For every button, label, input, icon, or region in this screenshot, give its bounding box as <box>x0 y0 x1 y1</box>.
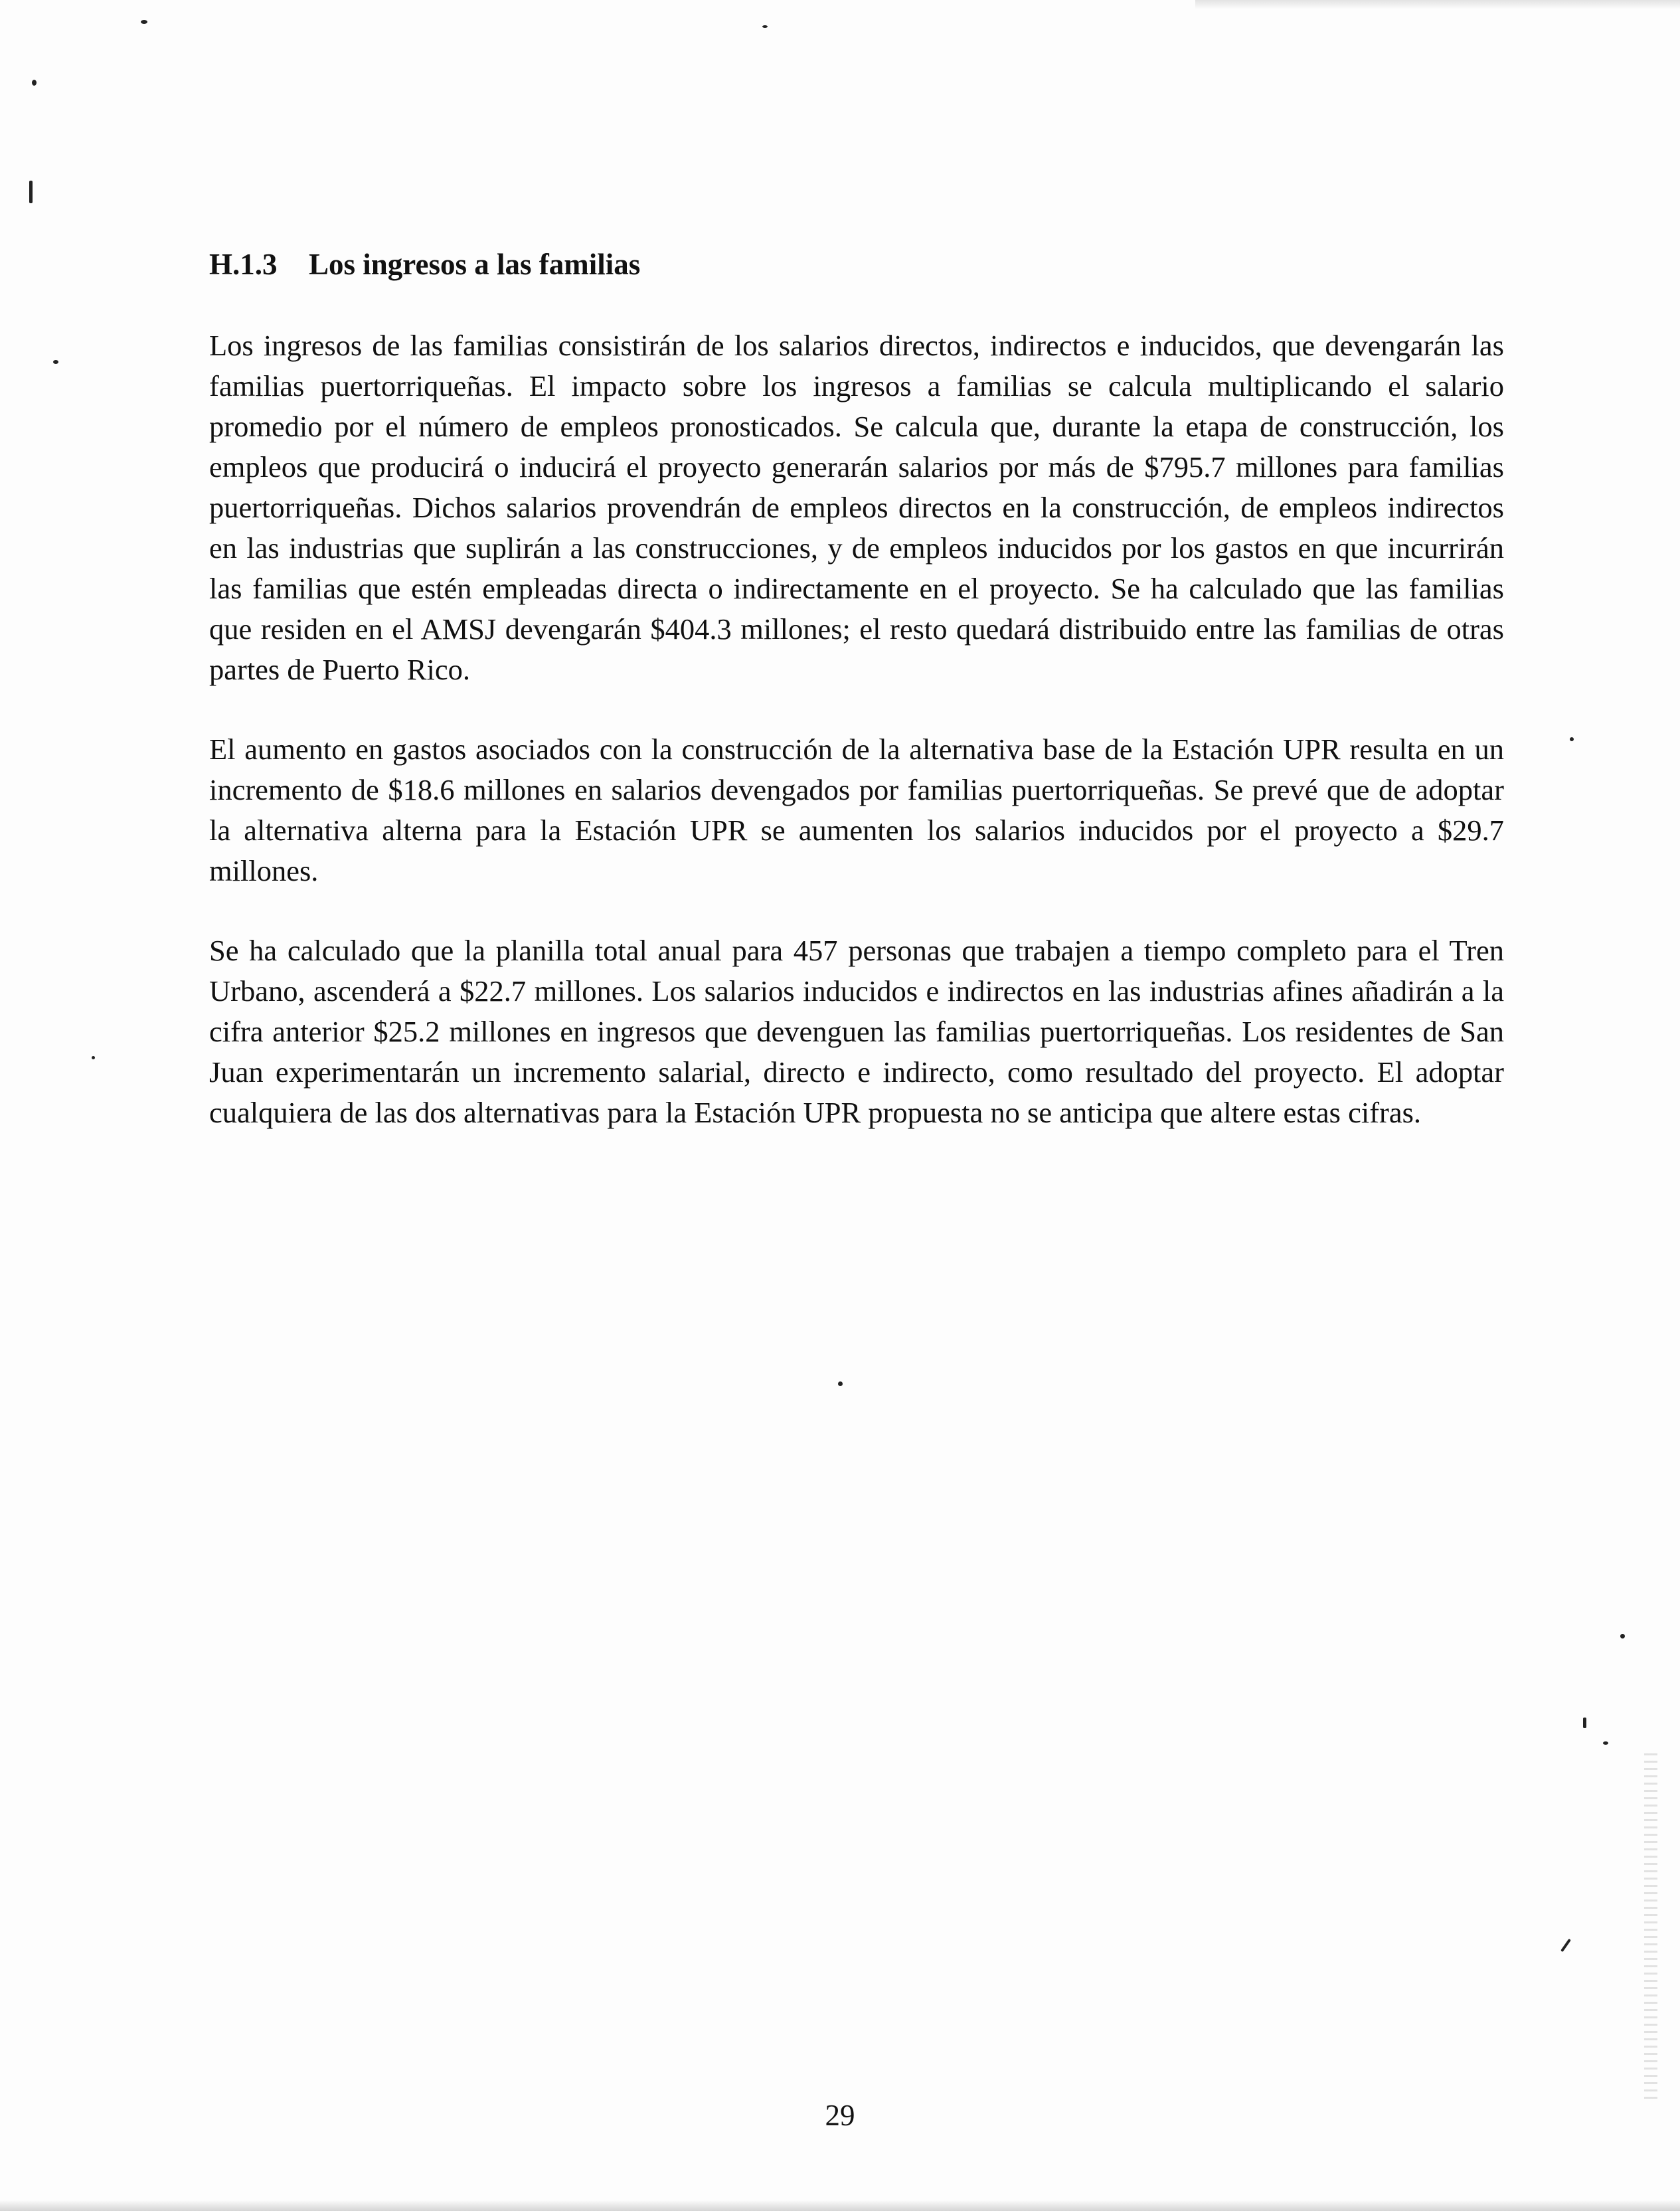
scan-speck <box>838 1381 843 1386</box>
scan-speck <box>32 80 37 86</box>
paragraph-1: Los ingresos de las familias consistirán de los salarios directos, indirectos e inducidos, que devengarán las familias puertorriqueñas. El impacto sobre los ingresos a familias se calcula multiplicando el salario promedio por el número de empleos pronosticados. Se calcula que, durante la etapa de construcción, los empleos que producirá o inducirá el proyecto generarán salarios por más de $795.7 millones para familias puertorriqueñas. Dichos salarios provendrán de empleos directos en la construcción, de empleos indirectos en las industrias que suplirán a las construcciones, y de empleos inducidos por los gastos en que incurrirán las familias que estén empleadas directa o indirectamente en el proyecto. Se ha calculado que las familias que residen en el AMSJ devengarán $404.3 millones; el resto quedará distribuido entre las familias de otras partes de Puerto Rico. <box>209 329 1504 686</box>
paragraph-2: El aumento en gastos asociados con la construcción de la alternativa base de la Estación UPR resulta en un incremento de $18.6 millones en salarios devengados por familias puertorriqueñas. Se prevé que de adoptar la alternativa alterna para la Estación UPR se aumenten los salarios inducidos por el proyecto a $29.7 millones. <box>209 733 1504 887</box>
scan-speck <box>1560 1939 1571 1952</box>
scan-speck <box>1603 1741 1608 1745</box>
scan-speck <box>53 360 58 364</box>
scan-edge-bottom <box>0 2200 1680 2211</box>
scan-speck <box>1620 1634 1625 1638</box>
section-number: H.1.3 <box>209 248 278 281</box>
scan-speck <box>1583 1718 1586 1728</box>
scan-speck <box>141 20 147 24</box>
scan-speck <box>92 1056 95 1059</box>
page-number: 29 <box>825 2099 855 2132</box>
scan-speck <box>1570 737 1574 741</box>
scan-edge-right <box>1644 1753 1657 2099</box>
document-body <box>209 244 1504 1172</box>
section-title: Los ingresos a las familias <box>309 248 641 281</box>
section-heading <box>209 244 1504 284</box>
paragraph-3: Se ha calculado que la planilla total anual para 457 personas que trabajen a tiempo completo para el Tren Urbano, ascenderá a $22.7 millones. Los salarios inducidos e indirectos en las industrias afines añadirán a la cifra anterior $25.2 millones en ingresos que devenguen las familias puertorriqueñas. Los residentes de San Juan experimentarán un incremento salarial, directo e indirecto, como resultado del proyecto. El adoptar cualquiera de las dos alternativas para la Estación UPR propuesta no se anticipa que altere estas cifras. <box>209 934 1504 1129</box>
scan-edge-top <box>1195 0 1680 9</box>
scan-speck <box>762 25 768 28</box>
scan-speck <box>29 181 33 203</box>
